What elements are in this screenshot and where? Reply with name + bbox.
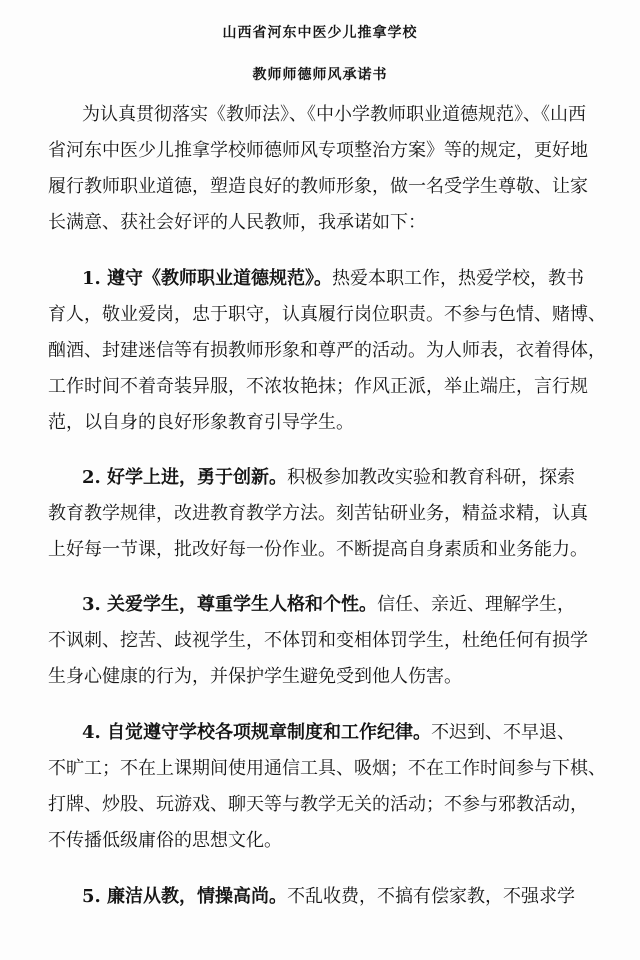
pledge-item-5-heading: 5. 廉洁从教，情操高尚。 (82, 886, 288, 907)
pledge-item-1-line: 育人，敬业爱岗，忠于职守，认真履行岗位职责。不参与色情、赌博、 (48, 304, 606, 325)
pledge-item-1-line: 酗酒、封建迷信等有损教师形象和尊严的活动。为人师表，衣着得体， (48, 340, 606, 361)
pledge-item-4-text: 不迟到、不早退、 (431, 722, 576, 743)
intro-line: 省河东中医少儿推拿学校师德师风专项整治方案》等的规定，更好地 (48, 140, 588, 161)
intro-line: 履行教师职业道德，塑造良好的教师形象，做一名受学生尊敬、让家 (48, 176, 588, 197)
pledge-item-4-line: 不传播低级庸俗的思想文化。 (48, 830, 282, 851)
pledge-item-4-heading: 4. 自觉遵守学校各项规章制度和工作纪律。 (82, 722, 432, 743)
pledge-item-5-first-line (82, 886, 575, 908)
pledge-item-3-text: 信任、亲近、理解学生， (377, 594, 576, 615)
pledge-item-3-line: 不讽刺、挖苦、歧视学生，不体罚和变相体罚学生，杜绝任何有损学 (48, 630, 588, 651)
pledge-item-1-line: 工作时间不着奇装异服，不浓妆艳抹；作风正派，举止端庄，言行规 (48, 376, 588, 397)
intro-line: 为认真贯彻落实《教师法》、《中小学教师职业道德规范》、《山西 (82, 104, 586, 125)
document-title-pledge: 教师师德师风承诺书 (252, 67, 388, 83)
pledge-item-4-line: 不旷工；不在上课期间使用通信工具、吸烟；不在工作时间参与下棋、 (48, 758, 606, 779)
pledge-item-3-first-line (82, 594, 575, 616)
pledge-item-1-first-line (82, 268, 584, 290)
intro-line: 长满意、获社会好评的人民教师，我承诺如下： (48, 212, 426, 233)
pledge-item-3-heading: 3. 关爱学生，尊重学生人格和个性。 (82, 594, 378, 615)
pledge-item-2-first-line (82, 467, 575, 489)
pledge-item-3-line: 生身心健康的行为，并保护学生避免受到他人伤害。 (48, 666, 462, 687)
pledge-item-2-text: 积极参加教改实验和教育科研，探索 (287, 467, 576, 488)
pledge-item-2-line: 教育教学规律，改进教育教学方法。刻苦钻研业务，精益求精，认真 (48, 503, 588, 524)
document-title-school: 山西省河东中医少儿推拿学校 (222, 25, 418, 41)
pledge-item-5-text: 不乱收费，不搞有偿家教，不强求学 (287, 886, 576, 907)
pledge-item-4-first-line (82, 722, 575, 744)
pledge-item-4-line: 打牌、炒股、玩游戏、聊天等与教学无关的活动；不参与邪教活动， (48, 794, 588, 815)
pledge-item-2-line: 上好每一节课，批改好每一份作业。不断提高自身素质和业务能力。 (48, 539, 588, 560)
pledge-item-1-text: 热爱本职工作，热爱学校，教书 (332, 268, 585, 289)
pledge-item-2-heading: 2. 好学上进，勇于创新。 (82, 467, 288, 488)
pledge-item-1-line: 范，以自身的良好形象教育引导学生。 (48, 412, 354, 433)
pledge-item-1-heading: 1. 遵守《教师职业道德规范》。 (82, 268, 333, 289)
